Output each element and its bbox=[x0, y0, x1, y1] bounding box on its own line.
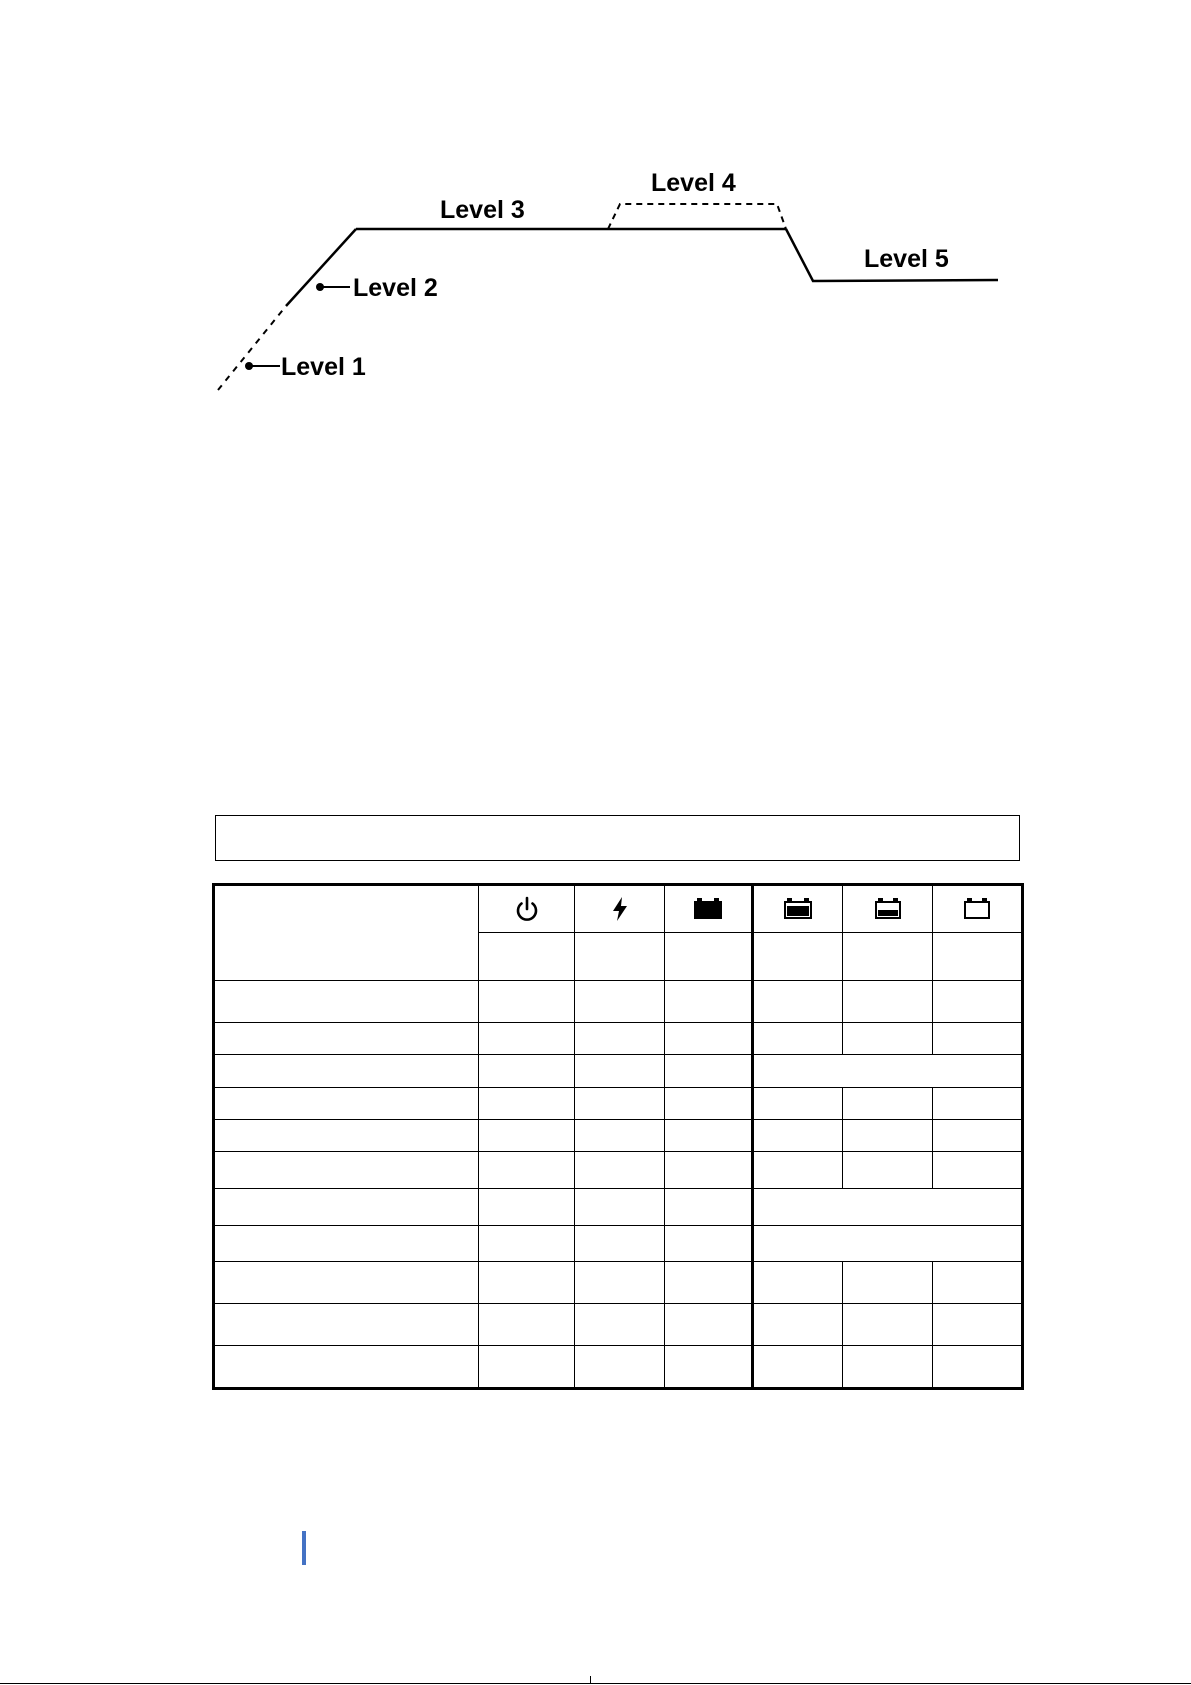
table-cell bbox=[753, 1023, 843, 1055]
table-cell bbox=[933, 1088, 1023, 1120]
table-cell bbox=[753, 1262, 843, 1304]
table-row bbox=[214, 1055, 1023, 1088]
table-cell bbox=[214, 1088, 479, 1120]
table-cell bbox=[214, 1262, 479, 1304]
table-cell bbox=[933, 981, 1023, 1023]
table-row bbox=[214, 1152, 1023, 1189]
table-row bbox=[214, 1023, 1023, 1055]
charge-level-diagram bbox=[0, 0, 1191, 420]
table-cell bbox=[214, 1120, 479, 1152]
table-cell bbox=[575, 1189, 665, 1226]
table-cell bbox=[575, 981, 665, 1023]
table-cell bbox=[933, 1120, 1023, 1152]
table-cell bbox=[214, 1304, 479, 1346]
table-cell bbox=[479, 1262, 575, 1304]
table-row bbox=[214, 1346, 1023, 1389]
table-cell bbox=[843, 1152, 933, 1189]
page-marker-bar bbox=[302, 1531, 306, 1565]
table-cell bbox=[575, 1055, 665, 1088]
table-cell bbox=[665, 1088, 753, 1120]
table-cell bbox=[214, 1189, 479, 1226]
table-cell bbox=[479, 933, 575, 981]
table-cell bbox=[665, 1189, 753, 1226]
table-cell bbox=[933, 933, 1023, 981]
table-row bbox=[214, 885, 1023, 933]
table-cell bbox=[479, 1088, 575, 1120]
table-cell bbox=[933, 1152, 1023, 1189]
table-cell bbox=[575, 1088, 665, 1120]
table-cell bbox=[753, 1088, 843, 1120]
table-cell bbox=[479, 1055, 575, 1088]
table-cell bbox=[479, 1304, 575, 1346]
table-cell bbox=[843, 1346, 933, 1389]
status-table bbox=[212, 883, 1024, 1390]
table-cell bbox=[933, 1304, 1023, 1346]
table-header-cell bbox=[933, 885, 1023, 933]
table-header-cell bbox=[575, 885, 665, 933]
table-header-cell bbox=[665, 885, 753, 933]
table-row bbox=[214, 1226, 1023, 1262]
table-cell bbox=[214, 1346, 479, 1389]
table-cell bbox=[479, 1226, 575, 1262]
table-cell bbox=[575, 1262, 665, 1304]
table-row bbox=[214, 1120, 1023, 1152]
table-cell bbox=[665, 1120, 753, 1152]
table-cell bbox=[843, 1120, 933, 1152]
table-row bbox=[214, 1189, 1023, 1226]
table-cell bbox=[933, 1262, 1023, 1304]
battery-full-icon bbox=[783, 897, 813, 921]
battery-half-icon bbox=[874, 897, 902, 921]
table-cell bbox=[665, 981, 753, 1023]
table-cell bbox=[214, 1226, 479, 1262]
table-row bbox=[214, 1262, 1023, 1304]
table-cell bbox=[479, 1120, 575, 1152]
table-cell bbox=[753, 1120, 843, 1152]
table-merged-cell bbox=[753, 1226, 1023, 1262]
table-header-cell bbox=[753, 885, 843, 933]
table-cell bbox=[479, 1152, 575, 1189]
level-4-label: Level 4 bbox=[651, 169, 736, 197]
table-cell bbox=[575, 1152, 665, 1189]
battery-empty-icon bbox=[963, 897, 991, 921]
table-cell bbox=[214, 981, 479, 1023]
table-cell bbox=[575, 1226, 665, 1262]
table-header-cell bbox=[843, 885, 933, 933]
table-cell bbox=[575, 1023, 665, 1055]
level-1-label: Level 1 bbox=[281, 353, 366, 381]
table-cell bbox=[933, 1023, 1023, 1055]
table-cell bbox=[843, 933, 933, 981]
level-3-label: Level 3 bbox=[440, 196, 525, 224]
level-1-ramp bbox=[218, 306, 286, 390]
table-caption-box bbox=[215, 815, 1020, 861]
table-cell bbox=[575, 1120, 665, 1152]
table-cell bbox=[933, 1346, 1023, 1389]
footer-rule bbox=[0, 1683, 1191, 1684]
table-cell bbox=[479, 1023, 575, 1055]
table-merged-cell bbox=[753, 1189, 1023, 1226]
table-merged-cell bbox=[753, 1055, 1023, 1088]
level-4-bump bbox=[608, 204, 786, 229]
table-cell bbox=[753, 1152, 843, 1189]
table-cell bbox=[575, 933, 665, 981]
table-cell bbox=[665, 1346, 753, 1389]
table-cell bbox=[665, 1055, 753, 1088]
table-header-cell bbox=[479, 885, 575, 933]
table-cell bbox=[665, 1152, 753, 1189]
table-cell bbox=[665, 1304, 753, 1346]
table-cell bbox=[665, 1023, 753, 1055]
table-row bbox=[214, 981, 1023, 1023]
table-cell bbox=[479, 1346, 575, 1389]
table-cell bbox=[214, 1055, 479, 1088]
table-cell bbox=[843, 1304, 933, 1346]
level-5-label: Level 5 bbox=[864, 245, 949, 273]
level-2-ramp bbox=[286, 229, 356, 306]
power-icon bbox=[513, 895, 541, 923]
table-cell bbox=[665, 933, 753, 981]
table-cell bbox=[575, 1304, 665, 1346]
table-cell bbox=[214, 1023, 479, 1055]
level-2-label: Level 2 bbox=[353, 274, 438, 302]
footer-tick bbox=[590, 1676, 591, 1684]
table-cell bbox=[665, 1262, 753, 1304]
table-cell bbox=[843, 1088, 933, 1120]
table-cell bbox=[214, 1152, 479, 1189]
table-cell bbox=[214, 885, 479, 981]
table-cell bbox=[479, 981, 575, 1023]
table-cell bbox=[575, 1346, 665, 1389]
table-cell bbox=[843, 1262, 933, 1304]
table-cell bbox=[479, 1189, 575, 1226]
table-cell bbox=[843, 981, 933, 1023]
table-cell bbox=[753, 1346, 843, 1389]
table-row bbox=[214, 1304, 1023, 1346]
table-cell bbox=[843, 1023, 933, 1055]
battery-full-icon bbox=[693, 897, 723, 921]
table-cell bbox=[665, 1226, 753, 1262]
table-row bbox=[214, 1088, 1023, 1120]
table-cell bbox=[753, 981, 843, 1023]
table-cell bbox=[753, 933, 843, 981]
table-cell bbox=[753, 1304, 843, 1346]
lightning-icon bbox=[609, 895, 631, 923]
